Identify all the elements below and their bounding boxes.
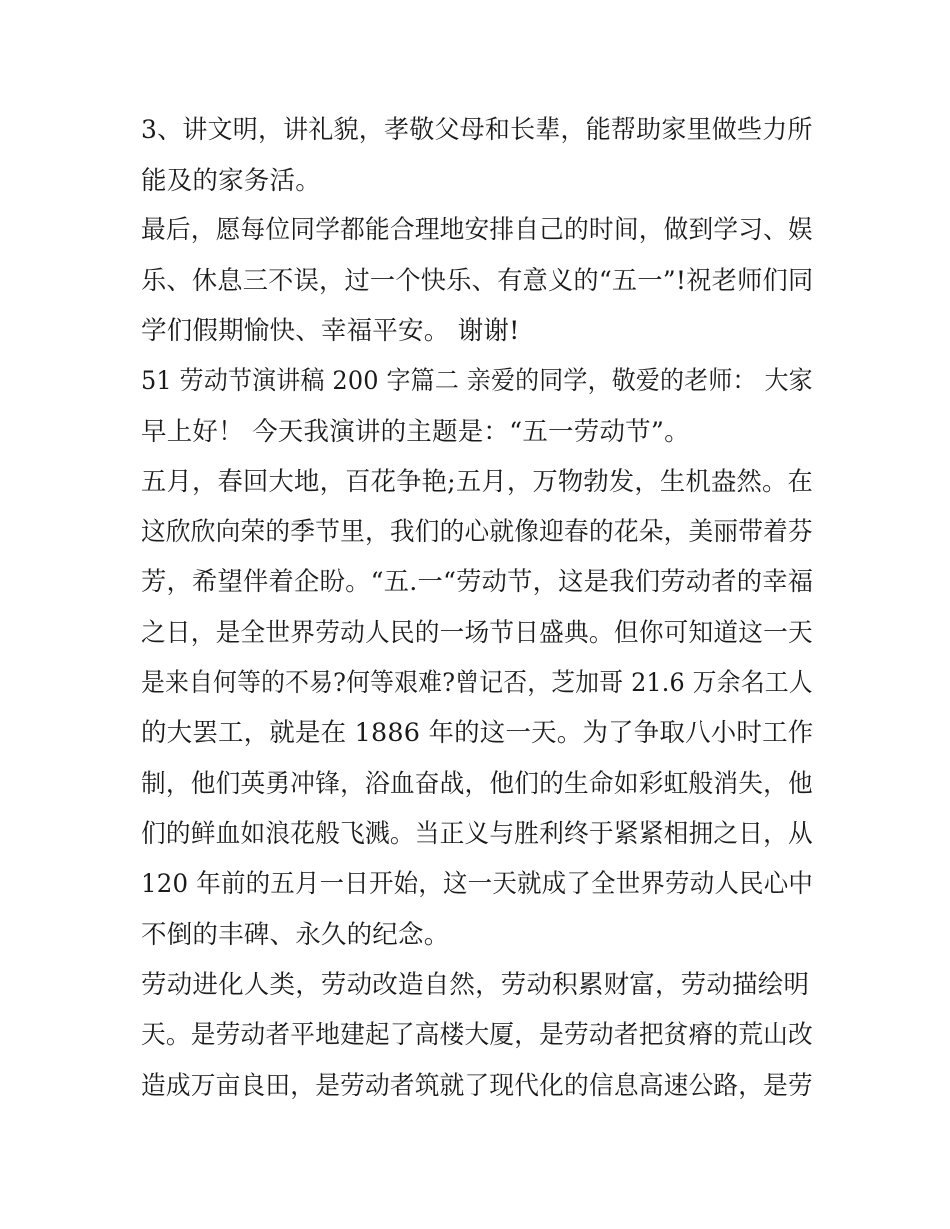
text-line: 的大罢工，就是在 1886 年的这一天。为了争取八小时工作 [141,718,814,748]
text-line: 芳，希望伴着企盼。“五.一“劳动节，这是我们劳动者的幸福 [141,567,814,597]
text-line: 五月，春回大地，百花争艳;五月，万物勃发，生机盎然。在 [141,467,813,497]
text-line: 是来自何等的不易?何等艰难?曾记否，芝加哥 21.6 万余名工人 [141,668,813,698]
text-line: 天。是劳动者平地建起了高楼大厦，是劳动者把贫瘠的荒山改 [141,1020,813,1050]
text-line: 早上好！ 今天我演讲的主题是：“五一劳动节”。 [141,417,690,447]
text-line: 学们假期愉快、幸福平安。 谢谢! [141,316,520,346]
text-line: 劳动进化人类，劳动改造自然，劳动积累财富，劳动描绘明 [141,970,810,1000]
text-line: 乐、休息三不误，过一个快乐、有意义的“五一”!祝老师们同 [141,266,814,296]
text-line: 这欣欣向荣的季节里，我们的心就像迎春的花朵，美丽带着芬 [141,517,813,547]
text-line: 不倒的丰碑、永久的纪念。 [141,920,450,950]
text-line: 制，他们英勇冲锋，浴血奋战，他们的生命如彩虹般消失，他 [141,769,813,799]
text-line: 51 劳动节演讲稿 200 字篇二 亲爱的同学，敬爱的老师： 大家 [141,366,813,396]
text-line: 120 年前的五月一日开始，这一天就成了全世界劳动人民心中 [141,869,814,899]
text-line: 能及的家务活。 [141,166,321,196]
text-line: 3、讲文明，讲礼貌，孝敬父母和长辈，能帮助家里做些力所 [141,115,813,145]
text-line: 最后，愿每位同学都能合理地安排自己的时间，做到学习、娱 [141,215,813,245]
text-line: 之日，是全世界劳动人民的一场节日盛典。但你可知道这一天 [141,618,813,648]
text-line: 们的鲜血如浪花般飞溅。当正义与胜利终于紧紧相拥之日，从 [141,819,813,849]
text-line: 造成万亩良田，是劳动者筑就了现代化的信息高速公路，是劳 [141,1071,813,1101]
